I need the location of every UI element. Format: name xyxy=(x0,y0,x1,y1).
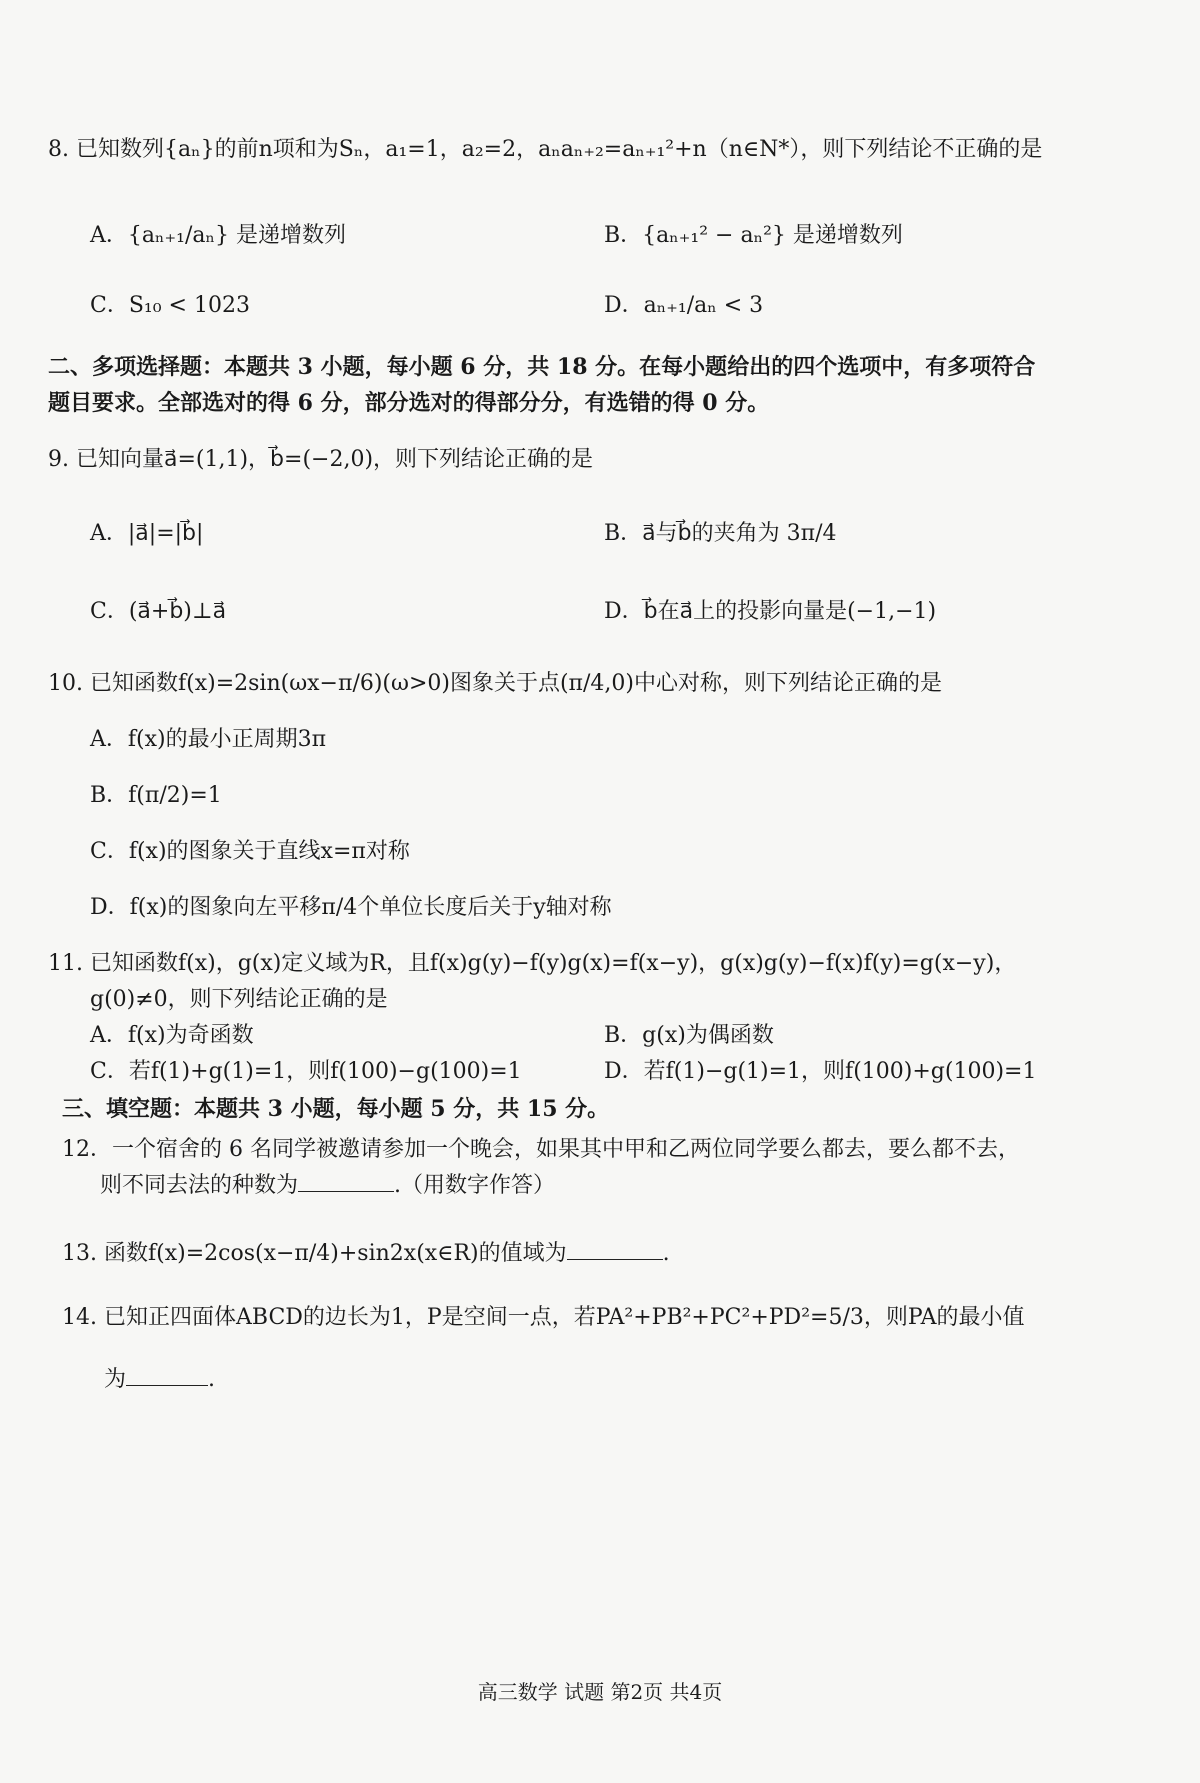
q12-answer-blank[interactable] xyxy=(298,1190,394,1192)
q12-line2-text: 则不同去法的种数为 xyxy=(100,1173,299,1198)
q9-option-b: B．a⃗与b⃗的夹角为 3π/4 xyxy=(604,521,837,546)
q13-line xyxy=(62,1240,670,1268)
q11-option-b: B．g(x)为偶函数 xyxy=(604,1023,774,1048)
page-footer: 高三数学 试题 第2页 共4页 xyxy=(477,1680,723,1704)
q9-option-d: D．b⃗在a⃗上的投影向量是(−1,−1) xyxy=(604,599,937,624)
q13-text: 13. 函数f(x)=2cos(x−π/4)+sin2x(x∈R)的值域为 xyxy=(62,1241,567,1266)
q10-option-b: B．f(π/2)=1 xyxy=(90,783,222,808)
q8-option-c: C．S₁₀ < 1023 xyxy=(90,293,250,318)
section2-line1: 二、多项选择题：本题共 3 小题，每小题 6 分，共 18 分。在每小题给出的四个选项中，有多项符合 xyxy=(48,354,1036,380)
q8-option-b: B．{aₙ₊₁² − aₙ²} 是递增数列 xyxy=(604,223,903,248)
q14-line2-text: 为 xyxy=(104,1367,127,1392)
q11-option-c: C．若f(1)+g(1)=1，则f(100)−g(100)=1 xyxy=(90,1059,522,1084)
q14-line1: 14. 已知正四面体ABCD的边长为1，P是空间一点，若PA²+PB²+PC²+PD²=5/3，则PA的最小值 xyxy=(62,1305,1025,1330)
q14-line2-end: . xyxy=(208,1367,216,1392)
q9-stem: 9. 已知向量a⃗=(1,1)，b⃗=(−2,0)，则下列结论正确的是 xyxy=(48,447,594,472)
q8-option-a: A．{aₙ₊₁/aₙ} 是递增数列 xyxy=(90,223,346,248)
q12-line2-end: .（用数字作答） xyxy=(394,1173,556,1198)
q9-option-a: A．|a⃗|=|b⃗| xyxy=(90,521,204,546)
q9-option-c: C．(a⃗+b⃗)⊥a⃗ xyxy=(90,599,227,624)
q13-answer-blank[interactable] xyxy=(567,1258,663,1260)
q10-stem: 10. 已知函数f(x)=2sin(ωx−π/6)(ω>0)图象关于点(π/4,0)中心对称，则下列结论正确的是 xyxy=(48,671,942,696)
q13-end: . xyxy=(662,1241,670,1266)
q11-option-a: A．f(x)为奇函数 xyxy=(90,1023,254,1048)
section2-line2: 题目要求。全部选对的得 6 分，部分选对的得部分分，有选错的得 0 分。 xyxy=(48,390,770,416)
section3-header: 三、填空题：本题共 3 小题，每小题 5 分，共 15 分。 xyxy=(62,1096,610,1122)
q10-option-d: D．f(x)的图象向左平移π/4个单位长度后关于y轴对称 xyxy=(90,895,612,920)
q14-line2 xyxy=(104,1366,215,1394)
q10-option-c: C．f(x)的图象关于直线x=π对称 xyxy=(90,839,410,864)
q12-line2 xyxy=(100,1172,555,1200)
q8-stem: 8. 已知数列{aₙ}的前n项和为Sₙ，a₁=1，a₂=2，aₙaₙ₊₂=aₙ₊₁²+n（n∈N*），则下列结论不正确的是 xyxy=(48,137,1043,162)
q11-option-d: D．若f(1)−g(1)=1，则f(100)+g(100)=1 xyxy=(604,1059,1037,1084)
q11-stem-line2: g(0)≠0，则下列结论正确的是 xyxy=(90,987,388,1012)
q11-stem-line1: 11. 已知函数f(x)，g(x)定义域为R，且f(x)g(y)−f(y)g(x)=f(x−y)，g(x)g(y)−f(x)f(y)=g(x−y)， xyxy=(48,951,1017,976)
q8-option-d: D．aₙ₊₁/aₙ < 3 xyxy=(604,293,764,318)
q14-answer-blank[interactable] xyxy=(126,1384,208,1386)
q12-line1: 12．一个宿舍的 6 名同学被邀请参加一个晚会，如果其中甲和乙两位同学要么都去，要么都不去， xyxy=(62,1137,1020,1162)
q10-option-a: A．f(x)的最小正周期3π xyxy=(90,727,327,752)
